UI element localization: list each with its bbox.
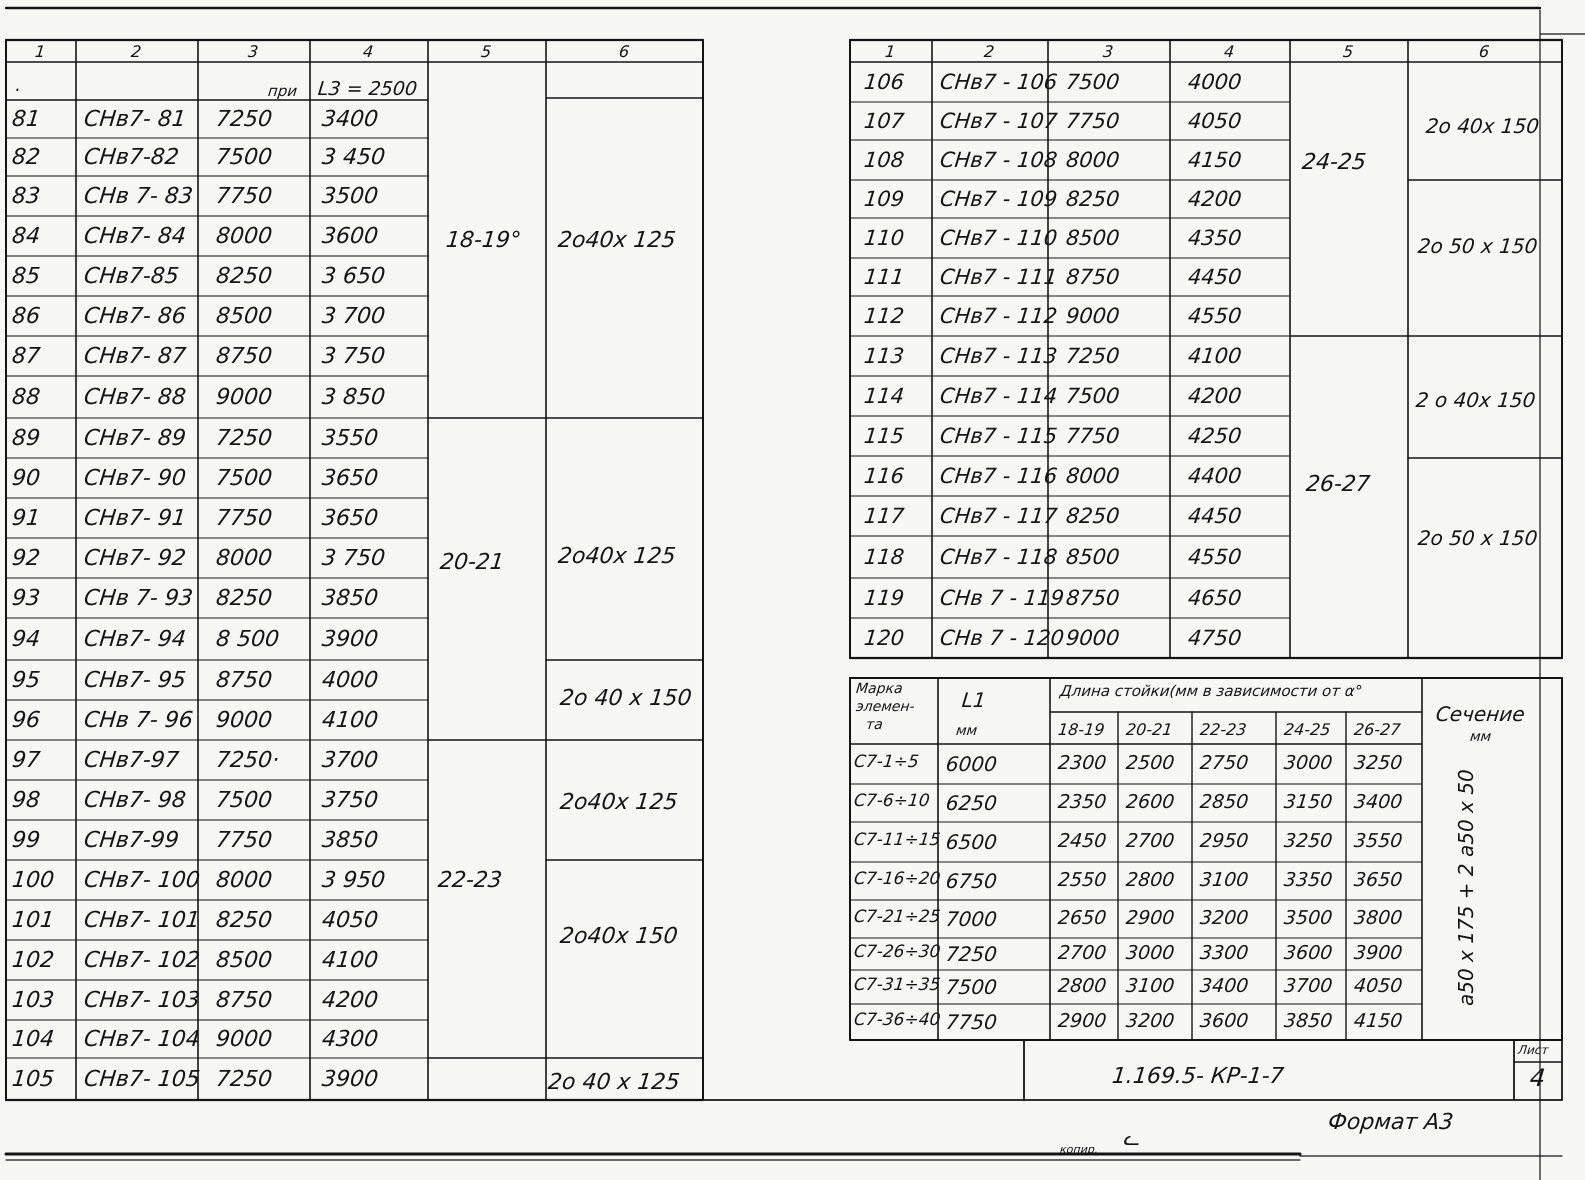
right-angle-group: 26-27	[1304, 472, 1372, 497]
left-row-length: 7250	[214, 426, 274, 451]
left-row-mark: СНв7-82	[82, 145, 181, 170]
left-row-length: 8750	[214, 668, 274, 693]
left-row-mark: СНв7- 88	[82, 385, 188, 410]
right-row-length: 9000	[1064, 304, 1121, 328]
left-row-value: 3 850	[320, 385, 387, 410]
struts-header-section: Сечение	[1434, 702, 1527, 726]
right-row-value: 4200	[1186, 187, 1243, 211]
struts-row-mark: С7-26÷30	[853, 942, 942, 962]
right-row-mark: СНв7 - 110	[938, 226, 1059, 250]
left-row-value: 3400	[320, 107, 380, 132]
struts-row-mark: С7-11÷15	[853, 830, 942, 850]
left-row-value: 4100	[320, 708, 380, 733]
left-condition-prefix: при	[267, 82, 299, 100]
left-section: 2о40х 125	[556, 544, 677, 569]
struts-row-l1: 6000	[944, 752, 999, 776]
left-row-number: 85	[10, 264, 42, 289]
right-row-number: 118	[862, 545, 906, 569]
left-row-length: 8750	[214, 344, 274, 369]
right-row-number: 119	[862, 586, 906, 610]
right-row-value: 4150	[1186, 148, 1243, 172]
struts-header-angle: 22-23	[1199, 720, 1248, 739]
struts-row-length: 2700	[1056, 942, 1108, 964]
struts-row-length: 2900	[1056, 1010, 1108, 1032]
left-condition-value: L3 = 2500	[316, 78, 419, 100]
struts-header-l1-unit: мм	[955, 723, 978, 739]
right-row-number: 113	[862, 344, 906, 368]
left-row-value: 3650	[320, 506, 380, 531]
struts-row-length: 3700	[1282, 975, 1334, 997]
left-section: 2о40х 125	[558, 790, 679, 815]
right-row-value: 4400	[1186, 464, 1243, 488]
struts-row-length: 3250	[1282, 830, 1334, 852]
right-row-number: 107	[862, 109, 906, 133]
left-row-value: 3900	[320, 627, 380, 652]
struts-header-group: Длина стойки(мм в зависимости от α°	[1059, 682, 1364, 700]
struts-row-length: 3600	[1282, 942, 1334, 964]
struts-row-length: 3000	[1124, 942, 1176, 964]
right-row-mark: СНв7 - 118	[938, 545, 1059, 569]
right-row-number: 108	[862, 148, 906, 172]
right-row-mark: СНв7 - 117	[938, 504, 1059, 528]
right-row-number: 115	[862, 424, 906, 448]
right-header-6: 6	[1478, 42, 1491, 61]
struts-row-length: 2300	[1056, 752, 1108, 774]
right-row-length: 8250	[1064, 187, 1121, 211]
right-header-2: 2	[983, 42, 996, 61]
left-row-value: 3600	[320, 224, 380, 249]
left-row-mark: СНв 7- 83	[82, 184, 195, 209]
struts-section-value: а50 х 175 + 2 а50 х 50	[1454, 769, 1478, 1006]
struts-header-angle: 18-19	[1057, 720, 1106, 739]
right-row-value: 4750	[1186, 626, 1243, 650]
left-row-number: 81	[10, 107, 42, 132]
right-row-length: 8000	[1064, 148, 1121, 172]
right-row-mark: СНв7 - 113	[938, 344, 1059, 368]
struts-row-length: 2800	[1124, 869, 1176, 891]
right-row-length: 8500	[1064, 226, 1121, 250]
struts-row-length: 3600	[1198, 1010, 1250, 1032]
right-row-value: 4450	[1186, 504, 1243, 528]
left-row-mark: СНв7- 104	[82, 1027, 202, 1052]
right-header-1: 1	[884, 42, 897, 61]
right-row-length: 7500	[1064, 70, 1121, 94]
left-row-length: 7250	[214, 1067, 274, 1092]
left-row-number: 95	[10, 668, 42, 693]
right-row-length: 9000	[1064, 626, 1121, 650]
right-row-number: 120	[862, 626, 906, 650]
left-row-number: 99	[10, 828, 42, 853]
struts-row-length: 3500	[1282, 907, 1334, 929]
left-row-number: 89	[10, 426, 42, 451]
left-row-number: 91	[10, 506, 42, 531]
format-label: Формат А3	[1326, 1110, 1455, 1135]
struts-row-length: 3150	[1282, 791, 1334, 813]
left-angle-group: 18-19°	[444, 228, 523, 253]
left-row-number: 97	[10, 748, 42, 773]
struts-header-mark: элемен-	[855, 699, 916, 715]
left-row-mark: СНв7- 94	[82, 627, 188, 652]
left-row-number: 104	[10, 1027, 56, 1052]
left-row-mark: СНв7- 90	[82, 466, 188, 491]
left-row-number: 100	[10, 868, 56, 893]
struts-row-length: 2700	[1124, 830, 1176, 852]
left-row-number: 87	[10, 344, 42, 369]
left-row-mark: СНв7- 100	[82, 868, 202, 893]
left-row-length: 7750	[214, 828, 274, 853]
left-section: 2о40х 150	[558, 924, 679, 949]
left-row-length: 8250	[214, 264, 274, 289]
drawing-code: 1.169.5- КР-1-7	[1110, 1064, 1286, 1089]
struts-row-length: 3400	[1198, 975, 1250, 997]
left-row-number: 94	[10, 627, 42, 652]
right-row-value: 4100	[1186, 344, 1243, 368]
left-row-number: 96	[10, 708, 42, 733]
struts-header-mark: Марка	[855, 681, 904, 697]
right-row-number: 110	[862, 226, 906, 250]
right-row-length: 8250	[1064, 504, 1121, 528]
left-row-value: 3650	[320, 466, 380, 491]
left-row-value: 3550	[320, 426, 380, 451]
right-header-4: 4	[1223, 42, 1236, 61]
left-row-value: 3 650	[320, 264, 387, 289]
left-row-length: 8250	[214, 586, 274, 611]
right-header-3: 3	[1102, 42, 1115, 61]
struts-row-length: 3550	[1352, 830, 1404, 852]
left-row-mark: СНв 7- 96	[82, 708, 195, 733]
left-angle-group: 20-21	[438, 550, 506, 575]
left-row-number: 98	[10, 788, 42, 813]
right-row-value: 4450	[1186, 265, 1243, 289]
left-row-value: 3700	[320, 748, 380, 773]
struts-row-length: 2500	[1124, 752, 1176, 774]
left-row-number: 86	[10, 304, 42, 329]
right-row-mark: СНв7 - 109	[938, 187, 1059, 211]
left-row-number: 93	[10, 586, 42, 611]
left-row-value: 4000	[320, 668, 380, 693]
copy-signature: ᓚ	[1122, 1126, 1143, 1150]
left-row-length: 9000	[214, 385, 274, 410]
struts-row-length: 3200	[1124, 1010, 1176, 1032]
struts-row-length: 3900	[1352, 942, 1404, 964]
struts-row-l1: 6500	[944, 830, 999, 854]
left-condition-dot: ·	[12, 80, 21, 101]
left-row-length: 7500	[214, 466, 274, 491]
struts-row-length: 3850	[1282, 1010, 1334, 1032]
left-row-length: 7250·	[214, 748, 281, 773]
left-row-length: 7250	[214, 107, 274, 132]
struts-row-length: 3650	[1352, 869, 1404, 891]
left-row-value: 3900	[320, 1067, 380, 1092]
left-row-value: 3 950	[320, 868, 387, 893]
right-row-value: 4350	[1186, 226, 1243, 250]
struts-row-length: 4050	[1352, 975, 1404, 997]
left-section: 2о 40 х 125	[546, 1070, 681, 1095]
right-row-length: 7750	[1064, 109, 1121, 133]
left-row-number: 90	[10, 466, 42, 491]
right-row-mark: СНв7 - 107	[938, 109, 1059, 133]
left-row-length: 8000	[214, 868, 274, 893]
left-row-number: 101	[10, 908, 56, 933]
left-row-mark: СНв7- 86	[82, 304, 188, 329]
left-row-mark: СНв7- 92	[82, 546, 188, 571]
right-row-value: 4250	[1186, 424, 1243, 448]
left-row-value: 3850	[320, 828, 380, 853]
left-row-number: 103	[10, 988, 56, 1013]
right-section: 2о 50 х 150	[1416, 526, 1539, 550]
left-row-length: 7500	[214, 145, 274, 170]
right-row-mark: СНв7 - 112	[938, 304, 1059, 328]
left-row-mark: СНв7- 98	[82, 788, 188, 813]
left-row-length: 7750	[214, 506, 274, 531]
struts-header-angle: 26-27	[1353, 720, 1402, 739]
left-row-length: 8500	[214, 948, 274, 973]
right-row-value: 4200	[1186, 384, 1243, 408]
left-header-5: 5	[480, 42, 493, 61]
struts-header-section-unit: мм	[1469, 729, 1492, 745]
left-row-value: 3 750	[320, 344, 387, 369]
right-row-value: 4550	[1186, 545, 1243, 569]
right-row-mark: СНв 7 - 120	[938, 626, 1066, 650]
struts-row-length: 2450	[1056, 830, 1108, 852]
right-row-number: 117	[862, 504, 906, 528]
struts-row-length: 3800	[1352, 907, 1404, 929]
right-row-number: 109	[862, 187, 906, 211]
left-row-length: 9000	[214, 708, 274, 733]
left-header-2: 2	[130, 42, 143, 61]
left-row-number: 102	[10, 948, 56, 973]
right-row-length: 7500	[1064, 384, 1121, 408]
right-row-mark: СНв7 - 111	[938, 265, 1059, 289]
left-row-length: 7750	[214, 184, 274, 209]
left-row-value: 3850	[320, 586, 380, 611]
right-row-mark: СНв7 - 115	[938, 424, 1059, 448]
struts-row-length: 2800	[1056, 975, 1108, 997]
right-row-number: 112	[862, 304, 906, 328]
struts-row-l1: 7500	[944, 975, 999, 999]
right-row-value: 4000	[1186, 70, 1243, 94]
right-section: 2о 40х 150	[1424, 114, 1541, 138]
left-section: 2о40х 125	[556, 228, 677, 253]
struts-row-l1: 7750	[944, 1010, 999, 1034]
sheet-label: Лист	[1517, 1043, 1550, 1057]
left-row-mark: СНв7- 87	[82, 344, 188, 369]
struts-row-length: 2900	[1124, 907, 1176, 929]
left-row-value: 3 450	[320, 145, 387, 170]
left-row-mark: СНв7- 102	[82, 948, 202, 973]
left-row-length: 8750	[214, 988, 274, 1013]
left-header-4: 4	[362, 42, 375, 61]
right-row-length: 8000	[1064, 464, 1121, 488]
struts-row-length: 3200	[1198, 907, 1250, 929]
left-row-value: 3750	[320, 788, 380, 813]
left-header-3: 3	[247, 42, 260, 61]
struts-row-length: 3100	[1124, 975, 1176, 997]
right-row-length: 7250	[1064, 344, 1121, 368]
left-row-length: 7500	[214, 788, 274, 813]
struts-row-mark: С7-36÷40	[853, 1010, 942, 1030]
right-row-mark: СНв7 - 108	[938, 148, 1059, 172]
right-row-length: 8750	[1064, 265, 1121, 289]
left-row-number: 84	[10, 224, 42, 249]
left-row-mark: СНв7- 105	[82, 1067, 202, 1092]
left-row-mark: СНв7-85	[82, 264, 181, 289]
right-row-length: 7750	[1064, 424, 1121, 448]
right-row-number: 111	[862, 265, 906, 289]
right-row-number: 106	[862, 70, 906, 94]
struts-row-l1: 6750	[944, 869, 999, 893]
left-row-number: 105	[10, 1067, 56, 1092]
left-header-6: 6	[617, 42, 630, 61]
struts-row-length: 2600	[1124, 791, 1176, 813]
struts-row-length: 2650	[1056, 907, 1108, 929]
right-row-mark: СНв 7 - 119	[938, 586, 1066, 610]
right-angle-group: 24-25	[1300, 150, 1368, 175]
struts-row-mark: С7-16÷20	[853, 869, 942, 889]
right-header-5: 5	[1342, 42, 1355, 61]
struts-row-length: 2850	[1198, 791, 1250, 813]
left-row-mark: СНв7- 95	[82, 668, 188, 693]
struts-row-length: 2350	[1056, 791, 1108, 813]
left-row-value: 4100	[320, 948, 380, 973]
right-row-number: 114	[862, 384, 906, 408]
left-row-number: 82	[10, 145, 42, 170]
left-row-length: 8 500	[214, 627, 281, 652]
left-row-mark: СНв7-99	[82, 828, 181, 853]
struts-header-mark: та	[865, 717, 884, 733]
struts-row-length: 3300	[1198, 942, 1250, 964]
right-row-length: 8500	[1064, 545, 1121, 569]
left-row-value: 4050	[320, 908, 380, 933]
struts-row-mark: С7-1÷5	[853, 752, 920, 772]
struts-row-mark: С7-6÷10	[853, 791, 931, 811]
struts-row-mark: С7-31÷35	[853, 975, 942, 995]
right-section: 2 о 40х 150	[1414, 388, 1537, 412]
left-row-mark: СНв7- 101	[82, 908, 202, 933]
struts-row-l1: 7250	[944, 942, 999, 966]
right-row-number: 116	[862, 464, 906, 488]
left-row-mark: СНв7- 103	[82, 988, 202, 1013]
left-row-mark: СНв7- 89	[82, 426, 188, 451]
right-row-value: 4650	[1186, 586, 1243, 610]
left-row-length: 8000	[214, 224, 274, 249]
struts-row-length: 3250	[1352, 752, 1404, 774]
left-row-mark: СНв7- 84	[82, 224, 188, 249]
left-row-length: 9000	[214, 1027, 274, 1052]
left-row-mark: СНв7- 81	[82, 107, 188, 132]
struts-header-angle: 20-21	[1125, 720, 1174, 739]
struts-row-length: 4150	[1352, 1010, 1404, 1032]
left-row-number: 83	[10, 184, 42, 209]
struts-row-length: 3100	[1198, 869, 1250, 891]
copy-label: копир.	[1059, 1143, 1099, 1156]
left-row-value: 4300	[320, 1027, 380, 1052]
right-row-mark: СНв7 - 106	[938, 70, 1059, 94]
struts-row-length: 3400	[1352, 791, 1404, 813]
left-row-value: 4200	[320, 988, 380, 1013]
right-row-length: 8750	[1064, 586, 1121, 610]
left-row-number: 92	[10, 546, 42, 571]
left-row-value: 3 750	[320, 546, 387, 571]
left-row-mark: СНв7- 91	[82, 506, 188, 531]
left-section: 2о 40 х 150	[558, 686, 693, 711]
struts-row-length: 3000	[1282, 752, 1334, 774]
left-row-number: 88	[10, 385, 42, 410]
struts-row-length: 3350	[1282, 869, 1334, 891]
left-row-value: 3 700	[320, 304, 387, 329]
struts-row-length: 2950	[1198, 830, 1250, 852]
struts-row-mark: С7-21÷25	[853, 907, 942, 927]
left-header-1: 1	[34, 42, 47, 61]
left-row-length: 8500	[214, 304, 274, 329]
sheet-number: 4	[1528, 1064, 1547, 1092]
struts-header-angle: 24-25	[1283, 720, 1332, 739]
right-row-mark: СНв7 - 116	[938, 464, 1059, 488]
struts-row-l1: 6250	[944, 791, 999, 815]
left-row-mark: СНв 7- 93	[82, 586, 195, 611]
left-row-length: 8250	[214, 908, 274, 933]
left-row-mark: СНв7-97	[82, 748, 181, 773]
left-row-length: 8000	[214, 546, 274, 571]
left-angle-group: 22-23	[436, 868, 504, 893]
right-row-mark: СНв7 - 114	[938, 384, 1059, 408]
right-row-value: 4550	[1186, 304, 1243, 328]
struts-row-l1: 7000	[944, 907, 999, 931]
struts-row-length: 2550	[1056, 869, 1108, 891]
right-row-value: 4050	[1186, 109, 1243, 133]
struts-row-length: 2750	[1198, 752, 1250, 774]
left-row-value: 3500	[320, 184, 380, 209]
struts-header-l1: L1	[960, 688, 988, 712]
right-section: 2о 50 х 150	[1416, 234, 1539, 258]
